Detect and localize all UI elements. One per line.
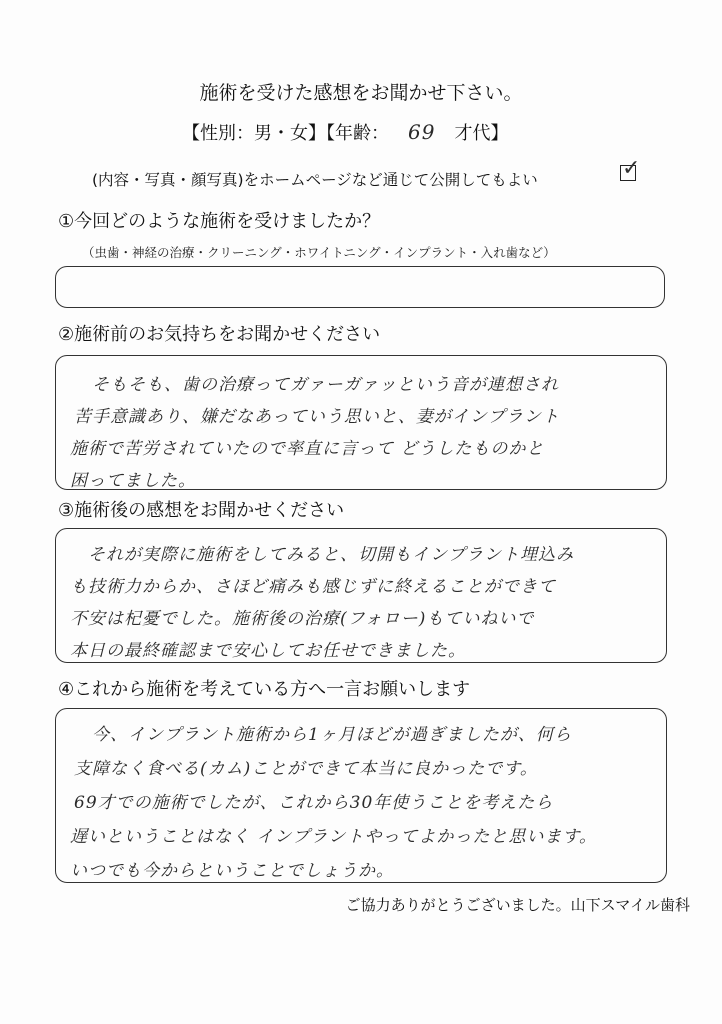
answer-2-line: 苦手意識あり、嫌だなあっていう思いと、妻がインプラント xyxy=(74,407,560,427)
form-title: 施術を受けた感想をお聞かせ下さい。 xyxy=(199,82,523,104)
age-label: 【年齢： xyxy=(326,123,389,144)
attribute-row xyxy=(182,119,508,145)
answer-1-box[interactable] xyxy=(55,266,665,308)
age-suffix: 才代】 xyxy=(454,123,509,144)
answer-4-line: いつでも今からということでしょうか。 xyxy=(70,861,394,881)
footer-thanks-clinic: ご協力ありがとうございました。山下スマイル歯科 xyxy=(345,896,690,914)
question-1: ①今回どのような施術を受けましたか？ xyxy=(58,211,381,232)
question-4: ④これから施術を考えている方へ一言お願いします xyxy=(58,679,471,700)
answer-4-line: 支障なく食べる(カム)ことができて本当に良かったです。 xyxy=(74,759,538,779)
check-mark-icon: ✓ xyxy=(622,156,641,181)
answer-4-line: 今、インプラント施術から1ヶ月ほどが過ぎましたが、何ら xyxy=(92,725,572,745)
answer-3-line: 本日の最終確認まで安心してお任せできました。 xyxy=(70,641,466,661)
answer-3-line: も技術力からか、さほど痛みも感じずに終えることができて xyxy=(70,577,556,597)
answer-2-line: 施術で苦労されていたので率直に言って どうしたものかと xyxy=(70,439,545,459)
answer-2-line: 困ってました。 xyxy=(70,471,196,491)
gender-label: 【性別：男・女】 xyxy=(182,123,326,144)
publish-consent-text: (内容・写真・顔写真)をホームページなど通じて公開してもよい xyxy=(92,171,538,189)
question-1-options-hint: （虫歯・神経の治療・クリーニング・ホワイトニング・インプラント・入れ歯など） xyxy=(82,245,556,260)
answer-3-line: 不安は杞憂でした。施術後の治療(フォロー)もていねいで xyxy=(70,609,535,629)
question-2: ②施術前のお気持ちをお聞かせください xyxy=(58,324,381,345)
answer-3-line: それが実際に施術をしてみると、切開もインプラント埋込み xyxy=(88,545,574,565)
answer-2-line: そもそも、歯の治療ってガァーガァッという音が連想され xyxy=(92,375,559,395)
question-3: ③施術後の感想をお聞かせください xyxy=(58,500,345,521)
answer-4-line: 遅いということはなく インプラントやってよかったと思います。 xyxy=(70,827,598,847)
age-value[interactable]: 69 xyxy=(408,120,436,144)
answer-4-line: 69才での施術でしたが、これから30年使うことを考えたら xyxy=(74,793,554,813)
